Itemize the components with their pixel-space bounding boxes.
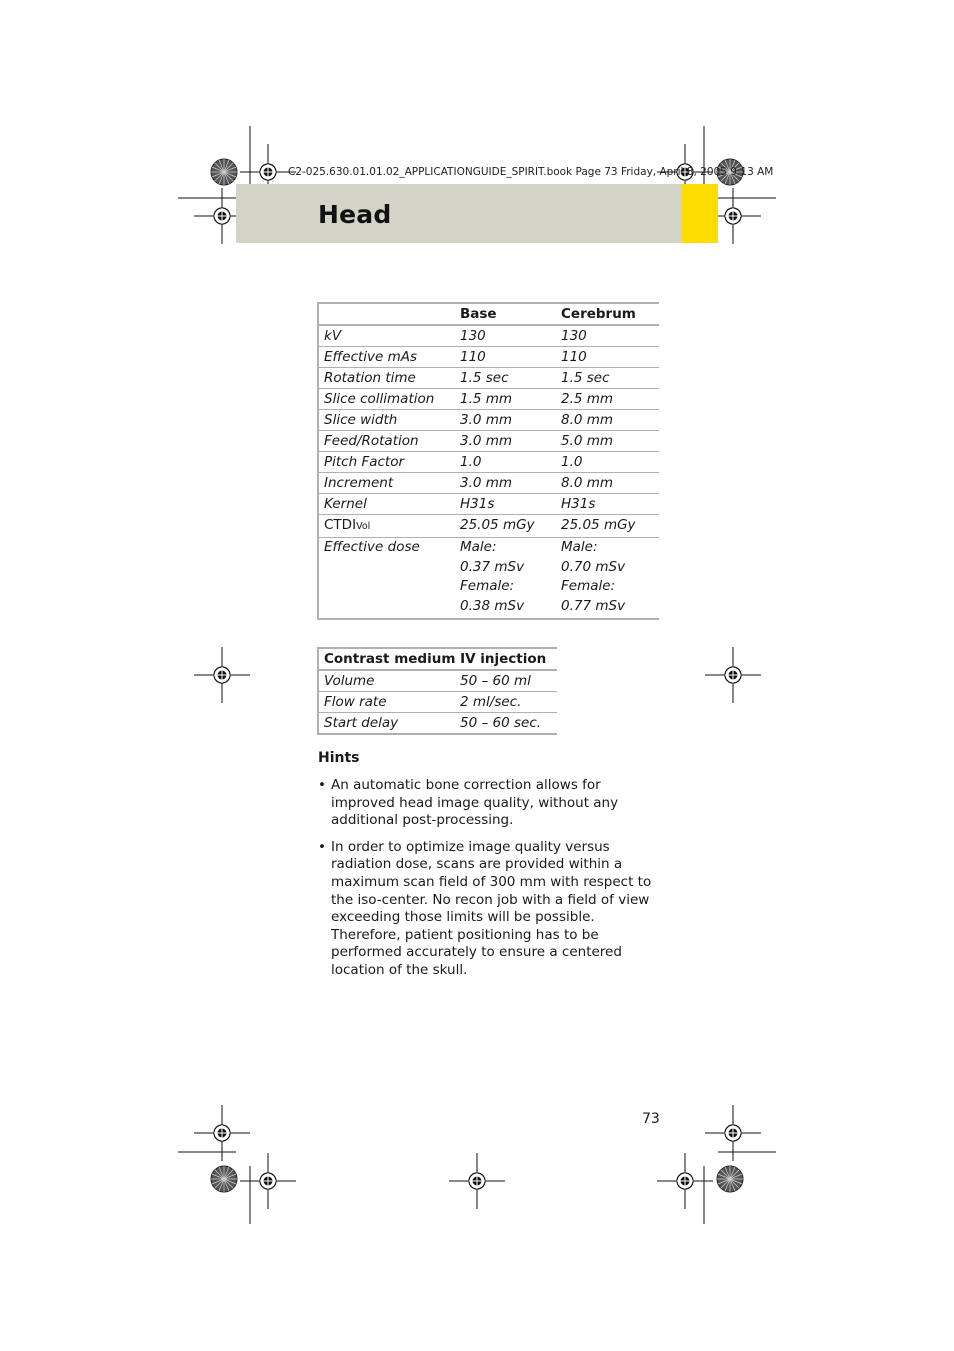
- table-header-row: [318, 648, 557, 670]
- table-row: [318, 347, 659, 368]
- table-row: [318, 670, 557, 692]
- row-label: Rotation time: [318, 368, 455, 389]
- cerebrum-value: 1.5 sec: [556, 368, 659, 389]
- list-item: [318, 777, 662, 830]
- base-value: 130: [455, 325, 556, 347]
- row-label: Volume: [318, 670, 455, 692]
- table-row: [318, 713, 557, 735]
- table-row: [318, 473, 659, 494]
- dose-line: Male:: [561, 539, 598, 555]
- cerebrum-value: 8.0 mm: [556, 473, 659, 494]
- row-label: Start delay: [318, 713, 455, 735]
- hint-text: In order to optimize image quality versus radiation dose, scans are provided within a maximum scan field of 300 mm with respect to the iso-center. No recon job with a field of view exceeding those limits will be possible. Therefore, patient positioning has to be performed accurately to ensure a centered location of the skull.: [331, 838, 652, 978]
- cerebrum-value: 130: [556, 325, 659, 347]
- hints-list: [318, 777, 662, 989]
- row-value: 2 ml/sec.: [455, 692, 557, 713]
- page-number: 73: [642, 1111, 660, 1127]
- base-value: 1.5 mm: [455, 389, 556, 410]
- bullet-icon: •: [318, 838, 326, 855]
- title-band: [236, 184, 682, 243]
- dose-line: 0.38 mSv: [460, 597, 525, 614]
- base-dose-cell: [455, 538, 556, 620]
- table-row: [318, 410, 659, 431]
- table-row: [318, 494, 659, 515]
- contrast-medium-table: [317, 647, 557, 735]
- table-row-ctdi: [318, 515, 659, 538]
- cerebrum-value: 5.0 mm: [556, 431, 659, 452]
- row-label: Pitch Factor: [318, 452, 455, 473]
- table-row: [318, 431, 659, 452]
- cerebrum-dose-cell: [556, 538, 659, 620]
- dose-line: Female:: [561, 578, 616, 594]
- print-header: C2-025.630.01.01.02_APPLICATIONGUIDE_SPIRIT.book Page 73 Friday, April 8, 2005 9:13 AM: [288, 166, 774, 178]
- row-value: 50 – 60 ml: [455, 670, 557, 692]
- page-title: Head: [318, 200, 392, 229]
- cerebrum-value: 8.0 mm: [556, 410, 659, 431]
- table-row: [318, 692, 557, 713]
- base-value: 3.0 mm: [455, 410, 556, 431]
- base-value: 1.0: [455, 452, 556, 473]
- cerebrum-value: 110: [556, 347, 659, 368]
- table-row: [318, 368, 659, 389]
- table-row: [318, 389, 659, 410]
- base-value: H31s: [455, 494, 556, 515]
- contrast-header: Contrast medium IV injection: [318, 648, 557, 670]
- row-label: Slice width: [318, 410, 455, 431]
- dose-line: 0.37 mSv: [460, 558, 525, 575]
- ctdi-subscript: Vol: [356, 521, 371, 532]
- base-value: 110: [455, 347, 556, 368]
- base-value: 25.05 mGy: [455, 515, 556, 538]
- cerebrum-value: 25.05 mGy: [556, 515, 659, 538]
- base-value: 3.0 mm: [455, 473, 556, 494]
- header-cell-cerebrum: Cerebrum: [556, 303, 659, 325]
- dose-line: Male:: [460, 539, 497, 555]
- base-value: 1.5 sec: [455, 368, 556, 389]
- header-cell-empty: [318, 303, 455, 325]
- dose-line: 0.70 mSv: [561, 558, 626, 575]
- row-value: 50 – 60 sec.: [455, 713, 557, 735]
- row-label-ctdi: [318, 515, 455, 538]
- row-label: Feed/Rotation: [318, 431, 455, 452]
- base-value: 3.0 mm: [455, 431, 556, 452]
- table-row: [318, 452, 659, 473]
- row-label: Flow rate: [318, 692, 455, 713]
- row-label: Increment: [318, 473, 455, 494]
- scan-parameters-table: [317, 302, 659, 620]
- row-label: Effective dose: [318, 538, 455, 620]
- cerebrum-value: 1.0: [556, 452, 659, 473]
- list-item: [318, 839, 662, 980]
- dose-line: Female:: [460, 578, 515, 594]
- hint-text: An automatic bone correction allows for improved head image quality, without any additional post-processing.: [331, 777, 619, 829]
- header-cell-base: Base: [455, 303, 556, 325]
- dose-line: 0.77 mSv: [561, 597, 626, 614]
- cerebrum-value: 2.5 mm: [556, 389, 659, 410]
- hints-heading: Hints: [318, 750, 360, 766]
- title-accent-bar: [682, 184, 718, 243]
- table-header-row: [318, 303, 659, 325]
- row-label: Effective mAs: [318, 347, 455, 368]
- ctdi-label: CTDI: [324, 517, 357, 533]
- cerebrum-value: H31s: [556, 494, 659, 515]
- bullet-icon: •: [318, 777, 326, 793]
- row-label: kV: [318, 325, 455, 347]
- row-label: Kernel: [318, 494, 455, 515]
- row-label: Slice collimation: [318, 389, 455, 410]
- table-row: [318, 325, 659, 347]
- table-row-effective-dose: [318, 538, 659, 620]
